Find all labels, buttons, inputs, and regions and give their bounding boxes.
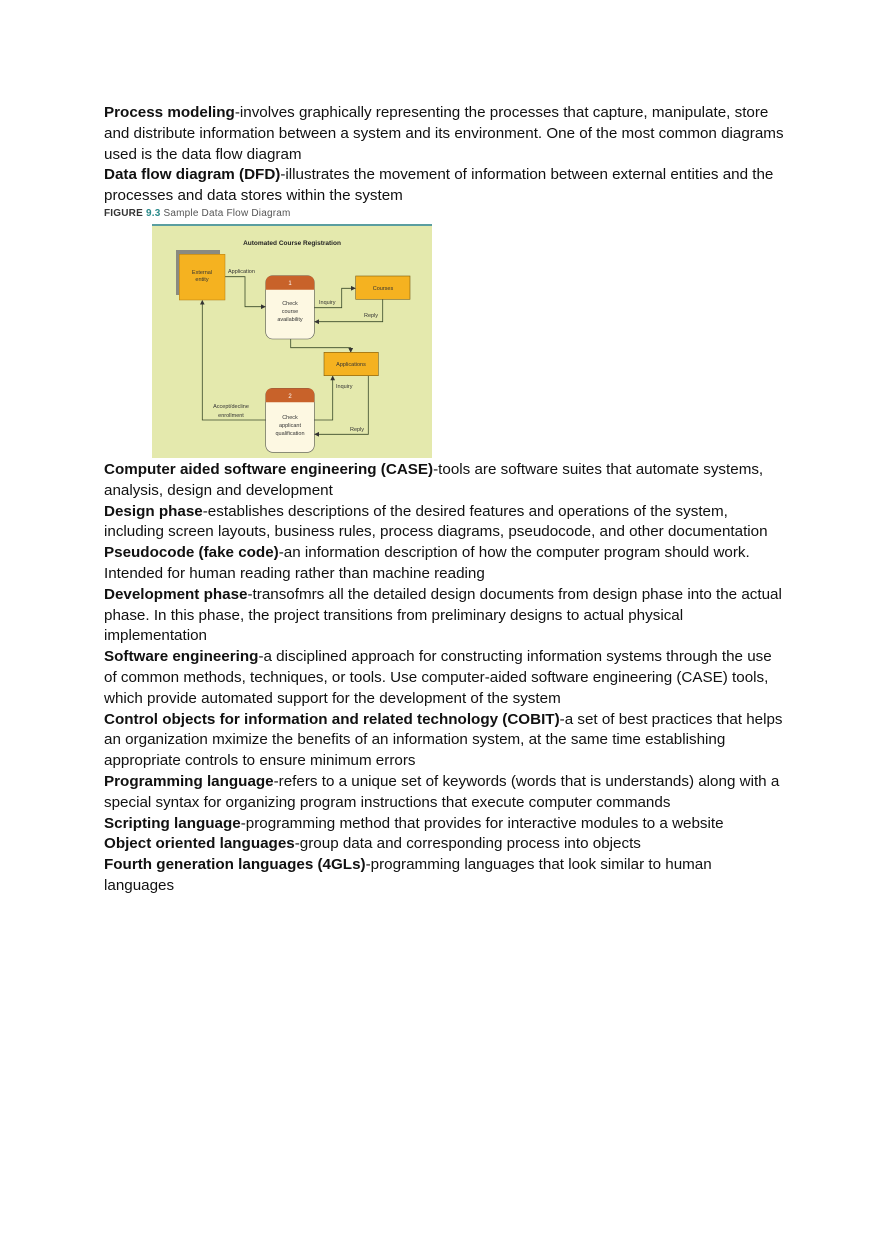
definition-entry: Fourth generation languages (4GLs)-programming languages that look similar to human languages bbox=[104, 856, 712, 894]
definition-entry: Design phase-establishes descriptions of the desired features and operations of the system, including screen layouts, business rules, process diagrams, pseudocode, and other documentation bbox=[104, 502, 768, 541]
top-rule bbox=[152, 224, 432, 226]
svg-text:Courses: Courses bbox=[372, 286, 394, 292]
definition-entry: Object oriented languages-group data and corresponding process into objects bbox=[104, 835, 641, 853]
definition-entry: Control objects for information and related technology (COBIT)-a set of best practices that helps an organization mximize the benefits of an information system, at the same time establishing appropriate controls to ensure minimum errors bbox=[104, 710, 783, 770]
definition: -involves graphically representing the processes that capture, manipulate, store and distribute information between a system and its environment. One of the most common diagrams used is the data flow diagram bbox=[104, 104, 784, 163]
definition-entry: Pseudocode (fake code)-an information description of how the computer program should work. Intended for human reading rather than machine reading bbox=[104, 544, 750, 582]
svg-text:2: 2 bbox=[288, 394, 292, 400]
definition: -illustrates the movement of information between external entities and the processes and data stores within the system bbox=[104, 166, 774, 205]
label-accept: enrollment bbox=[218, 413, 244, 419]
svg-text:Check: Check bbox=[282, 301, 298, 307]
svg-text:applicant: applicant bbox=[278, 423, 302, 429]
data-flow-diagram bbox=[152, 224, 432, 458]
label-inquiry2: Inquiry bbox=[336, 384, 353, 390]
definition-entry bbox=[104, 165, 784, 207]
external-entity bbox=[176, 250, 225, 300]
svg-text:1: 1 bbox=[288, 281, 292, 287]
svg-text:qualification: qualification bbox=[275, 431, 305, 437]
svg-text:entity: entity bbox=[195, 277, 209, 283]
svg-text:External: External bbox=[191, 270, 213, 276]
svg-text:Applications: Applications bbox=[336, 362, 366, 368]
term: Data flow diagram (DFD) bbox=[104, 166, 281, 184]
definitions bbox=[104, 460, 784, 897]
label-reply1: Reply bbox=[364, 313, 379, 319]
process-1 bbox=[266, 276, 315, 339]
definition-entry bbox=[104, 103, 784, 165]
svg-text:availability: availability bbox=[277, 317, 303, 323]
process-2 bbox=[266, 388, 315, 452]
term: Process modeling bbox=[104, 104, 235, 121]
definition-entry: Software engineering-a disciplined approach for constructing information systems through the use of common methods, techniques, or tools. Use computer-aided software engineering (CASE) tools, which provide automated support for the development of the system bbox=[104, 648, 772, 707]
store-applications bbox=[324, 352, 378, 375]
figure-caption: FIGURE 9.3 Sample Data Flow Diagram bbox=[104, 208, 291, 219]
label-inquiry1: Inquiry bbox=[319, 300, 336, 306]
label-application: Application bbox=[228, 269, 255, 275]
definition-entry: Scripting language-programming method that provides for interactive modules to a website bbox=[104, 814, 724, 832]
svg-text:course: course bbox=[281, 309, 299, 315]
svg-text:Check: Check bbox=[282, 415, 298, 421]
label-reply2: Reply bbox=[350, 427, 365, 433]
definition-entry: Computer aided software engineering (CASE)-tools are software suites that automate systems, analysis, design and development bbox=[104, 461, 764, 499]
label-accept: Accept/decline bbox=[213, 404, 249, 410]
definition-entry: Programming language-refers to a unique set of keywords (words that is understands) along with a special syntax for organizing program instructions that execute computer commands bbox=[104, 772, 780, 811]
definition-entry: Development phase-transofmrs all the detailed design documents from design phase into the actual phase. In this phase, the project transitions from preliminary designs to actual physical implementation bbox=[104, 585, 782, 645]
store-courses bbox=[356, 276, 410, 299]
top-definitions bbox=[104, 103, 784, 207]
diagram-title: Automated Course Registration bbox=[243, 240, 341, 247]
